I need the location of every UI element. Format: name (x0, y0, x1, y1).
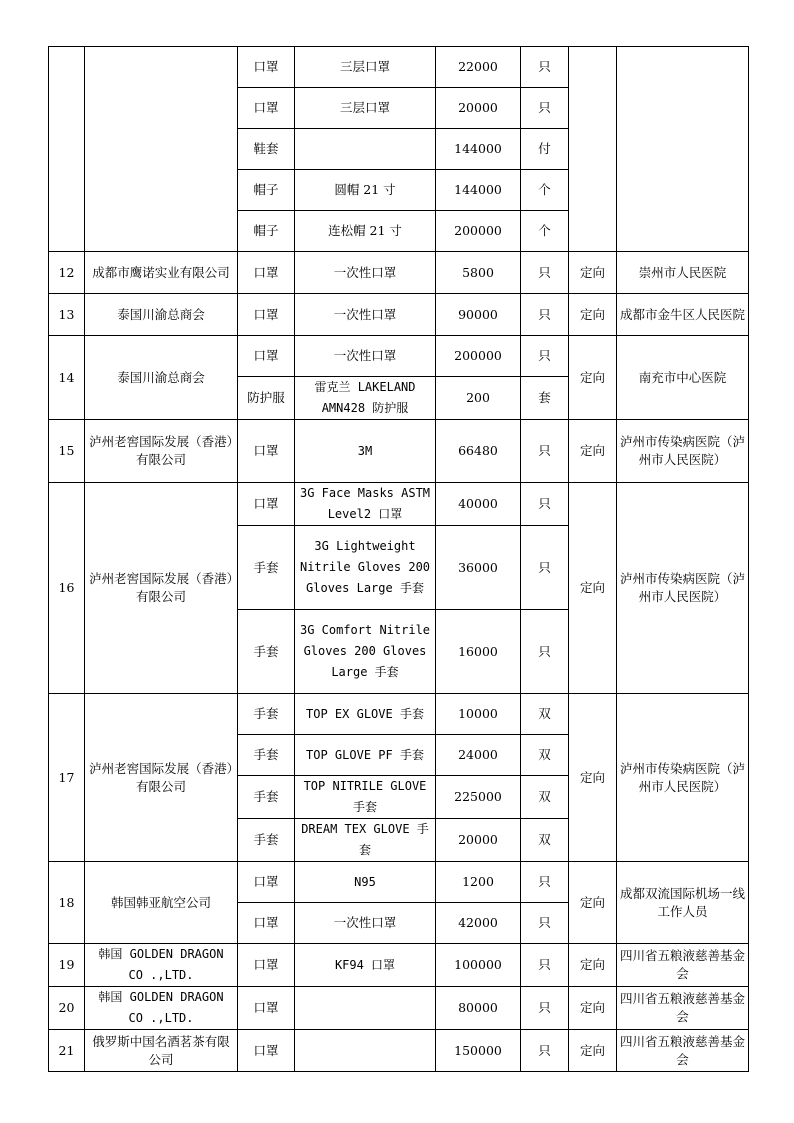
table-row (49, 420, 749, 483)
table-row (49, 987, 749, 1030)
item-name: TOP GLOVE PF 手套 (295, 735, 436, 776)
item-category: 防护服 (238, 377, 295, 420)
donation-method: 定向 (569, 987, 617, 1030)
item-unit: 只 (521, 862, 569, 903)
item-quantity: 10000 (436, 694, 521, 735)
recipient: 泸州市传染病医院（泸州市人民医院） (617, 420, 749, 483)
table-row (49, 862, 749, 903)
recipient: 四川省五粮液慈善基金会 (617, 1030, 749, 1072)
item-unit: 只 (521, 336, 569, 377)
row-number: 17 (49, 694, 85, 862)
donor-name: 泸州老窖国际发展（香港）有限公司 (85, 694, 238, 862)
item-name: TOP NITRILE GLOVE 手套 (295, 776, 436, 819)
item-quantity: 200 (436, 377, 521, 420)
item-unit: 只 (521, 987, 569, 1030)
item-unit: 只 (521, 420, 569, 483)
item-name (295, 1030, 436, 1072)
item-name: 一次性口罩 (295, 252, 436, 294)
item-category: 手套 (238, 694, 295, 735)
item-unit: 个 (521, 211, 569, 252)
item-unit: 双 (521, 776, 569, 819)
item-quantity: 42000 (436, 903, 521, 944)
item-unit: 付 (521, 129, 569, 170)
item-category: 口罩 (238, 294, 295, 336)
table-row (49, 336, 749, 377)
item-category: 帽子 (238, 211, 295, 252)
item-unit: 只 (521, 483, 569, 526)
donor-name: 泸州老窖国际发展（香港）有限公司 (85, 483, 238, 694)
item-name: TOP EX GLOVE 手套 (295, 694, 436, 735)
item-unit: 双 (521, 694, 569, 735)
item-unit: 只 (521, 294, 569, 336)
donation-method: 定向 (569, 420, 617, 483)
item-quantity: 24000 (436, 735, 521, 776)
recipient: 泸州市传染病医院（泸州市人民医院） (617, 694, 749, 862)
donor-name: 韩国 GOLDEN DRAGON CO .,LTD. (85, 987, 238, 1030)
item-quantity: 22000 (436, 47, 521, 88)
row-number: 14 (49, 336, 85, 420)
recipient: 南充市中心医院 (617, 336, 749, 420)
item-category: 口罩 (238, 88, 295, 129)
table-row (49, 1030, 749, 1072)
donor-name: 韩国韩亚航空公司 (85, 862, 238, 944)
donation-method: 定向 (569, 1030, 617, 1072)
table-row (49, 294, 749, 336)
item-quantity: 16000 (436, 610, 521, 694)
recipient: 四川省五粮液慈善基金会 (617, 944, 749, 987)
item-name: DREAM TEX GLOVE 手套 (295, 819, 436, 862)
item-name: 3G Lightweight Nitrile Gloves 200 Gloves Large 手套 (295, 526, 436, 610)
donation-method: 定向 (569, 294, 617, 336)
item-quantity: 66480 (436, 420, 521, 483)
item-category: 手套 (238, 819, 295, 862)
item-quantity: 20000 (436, 819, 521, 862)
row-number (49, 47, 85, 252)
item-name: KF94 口罩 (295, 944, 436, 987)
item-category: 帽子 (238, 170, 295, 211)
donor-name: 成都市鹰诺实业有限公司 (85, 252, 238, 294)
donor-name: 韩国 GOLDEN DRAGON CO .,LTD. (85, 944, 238, 987)
item-quantity: 5800 (436, 252, 521, 294)
item-quantity: 40000 (436, 483, 521, 526)
item-name (295, 987, 436, 1030)
item-category: 口罩 (238, 483, 295, 526)
table-row (49, 252, 749, 294)
item-name: 3G Comfort Nitrile Gloves 200 Gloves Large 手套 (295, 610, 436, 694)
item-name: 3G Face Masks ASTM Level2 口罩 (295, 483, 436, 526)
item-quantity: 80000 (436, 987, 521, 1030)
item-quantity: 20000 (436, 88, 521, 129)
table-row (49, 944, 749, 987)
item-unit: 只 (521, 88, 569, 129)
item-quantity: 200000 (436, 211, 521, 252)
item-name: 圆帽 21 寸 (295, 170, 436, 211)
item-quantity: 144000 (436, 129, 521, 170)
item-category: 鞋套 (238, 129, 295, 170)
donation-method: 定向 (569, 694, 617, 862)
item-unit: 只 (521, 526, 569, 610)
table-row (49, 483, 749, 526)
donor-name: 泰国川渝总商会 (85, 294, 238, 336)
item-unit: 双 (521, 735, 569, 776)
item-quantity: 200000 (436, 336, 521, 377)
item-category: 口罩 (238, 944, 295, 987)
item-unit: 只 (521, 252, 569, 294)
item-name: 一次性口罩 (295, 294, 436, 336)
donor-name: 泸州老窖国际发展（香港）有限公司 (85, 420, 238, 483)
item-quantity: 1200 (436, 862, 521, 903)
item-name (295, 129, 436, 170)
donor-name (85, 47, 238, 252)
row-number: 13 (49, 294, 85, 336)
item-unit: 个 (521, 170, 569, 211)
item-unit: 套 (521, 377, 569, 420)
item-category: 口罩 (238, 252, 295, 294)
item-name: N95 (295, 862, 436, 903)
row-number: 12 (49, 252, 85, 294)
table-row (49, 694, 749, 735)
item-quantity: 225000 (436, 776, 521, 819)
item-quantity: 90000 (436, 294, 521, 336)
item-unit: 只 (521, 47, 569, 88)
item-category: 口罩 (238, 903, 295, 944)
recipient: 成都市金牛区人民医院 (617, 294, 749, 336)
item-category: 口罩 (238, 336, 295, 377)
row-number: 19 (49, 944, 85, 987)
donation-method: 定向 (569, 252, 617, 294)
item-category: 手套 (238, 735, 295, 776)
item-category: 手套 (238, 526, 295, 610)
item-category: 口罩 (238, 862, 295, 903)
donor-name: 泰国川渝总商会 (85, 336, 238, 420)
item-category: 手套 (238, 610, 295, 694)
item-name: 一次性口罩 (295, 903, 436, 944)
donation-method: 定向 (569, 862, 617, 944)
donation-method: 定向 (569, 336, 617, 420)
item-unit: 只 (521, 1030, 569, 1072)
item-unit: 双 (521, 819, 569, 862)
row-number: 15 (49, 420, 85, 483)
recipient: 成都双流国际机场一线工作人员 (617, 862, 749, 944)
item-category: 口罩 (238, 47, 295, 88)
item-name: 连松帽 21 寸 (295, 211, 436, 252)
item-name: 3M (295, 420, 436, 483)
row-number: 20 (49, 987, 85, 1030)
item-quantity: 150000 (436, 1030, 521, 1072)
item-category: 口罩 (238, 1030, 295, 1072)
donation-method: 定向 (569, 483, 617, 694)
item-unit: 只 (521, 903, 569, 944)
item-name: 雷克兰 LAKELAND AMN428 防护服 (295, 377, 436, 420)
donation-table (48, 46, 749, 1072)
item-category: 手套 (238, 776, 295, 819)
item-unit: 只 (521, 610, 569, 694)
item-quantity: 36000 (436, 526, 521, 610)
row-number: 18 (49, 862, 85, 944)
recipient (617, 47, 749, 252)
item-category: 口罩 (238, 420, 295, 483)
donation-method: 定向 (569, 944, 617, 987)
row-number: 16 (49, 483, 85, 694)
item-name: 三层口罩 (295, 47, 436, 88)
donor-name: 俄罗斯中国名酒茗茶有限公司 (85, 1030, 238, 1072)
table-row (49, 47, 749, 88)
donation-method (569, 47, 617, 252)
recipient: 四川省五粮液慈善基金会 (617, 987, 749, 1030)
item-quantity: 100000 (436, 944, 521, 987)
item-unit: 只 (521, 944, 569, 987)
recipient: 崇州市人民医院 (617, 252, 749, 294)
item-name: 三层口罩 (295, 88, 436, 129)
item-name: 一次性口罩 (295, 336, 436, 377)
item-quantity: 144000 (436, 170, 521, 211)
item-category: 口罩 (238, 987, 295, 1030)
row-number: 21 (49, 1030, 85, 1072)
recipient: 泸州市传染病医院（泸州市人民医院） (617, 483, 749, 694)
